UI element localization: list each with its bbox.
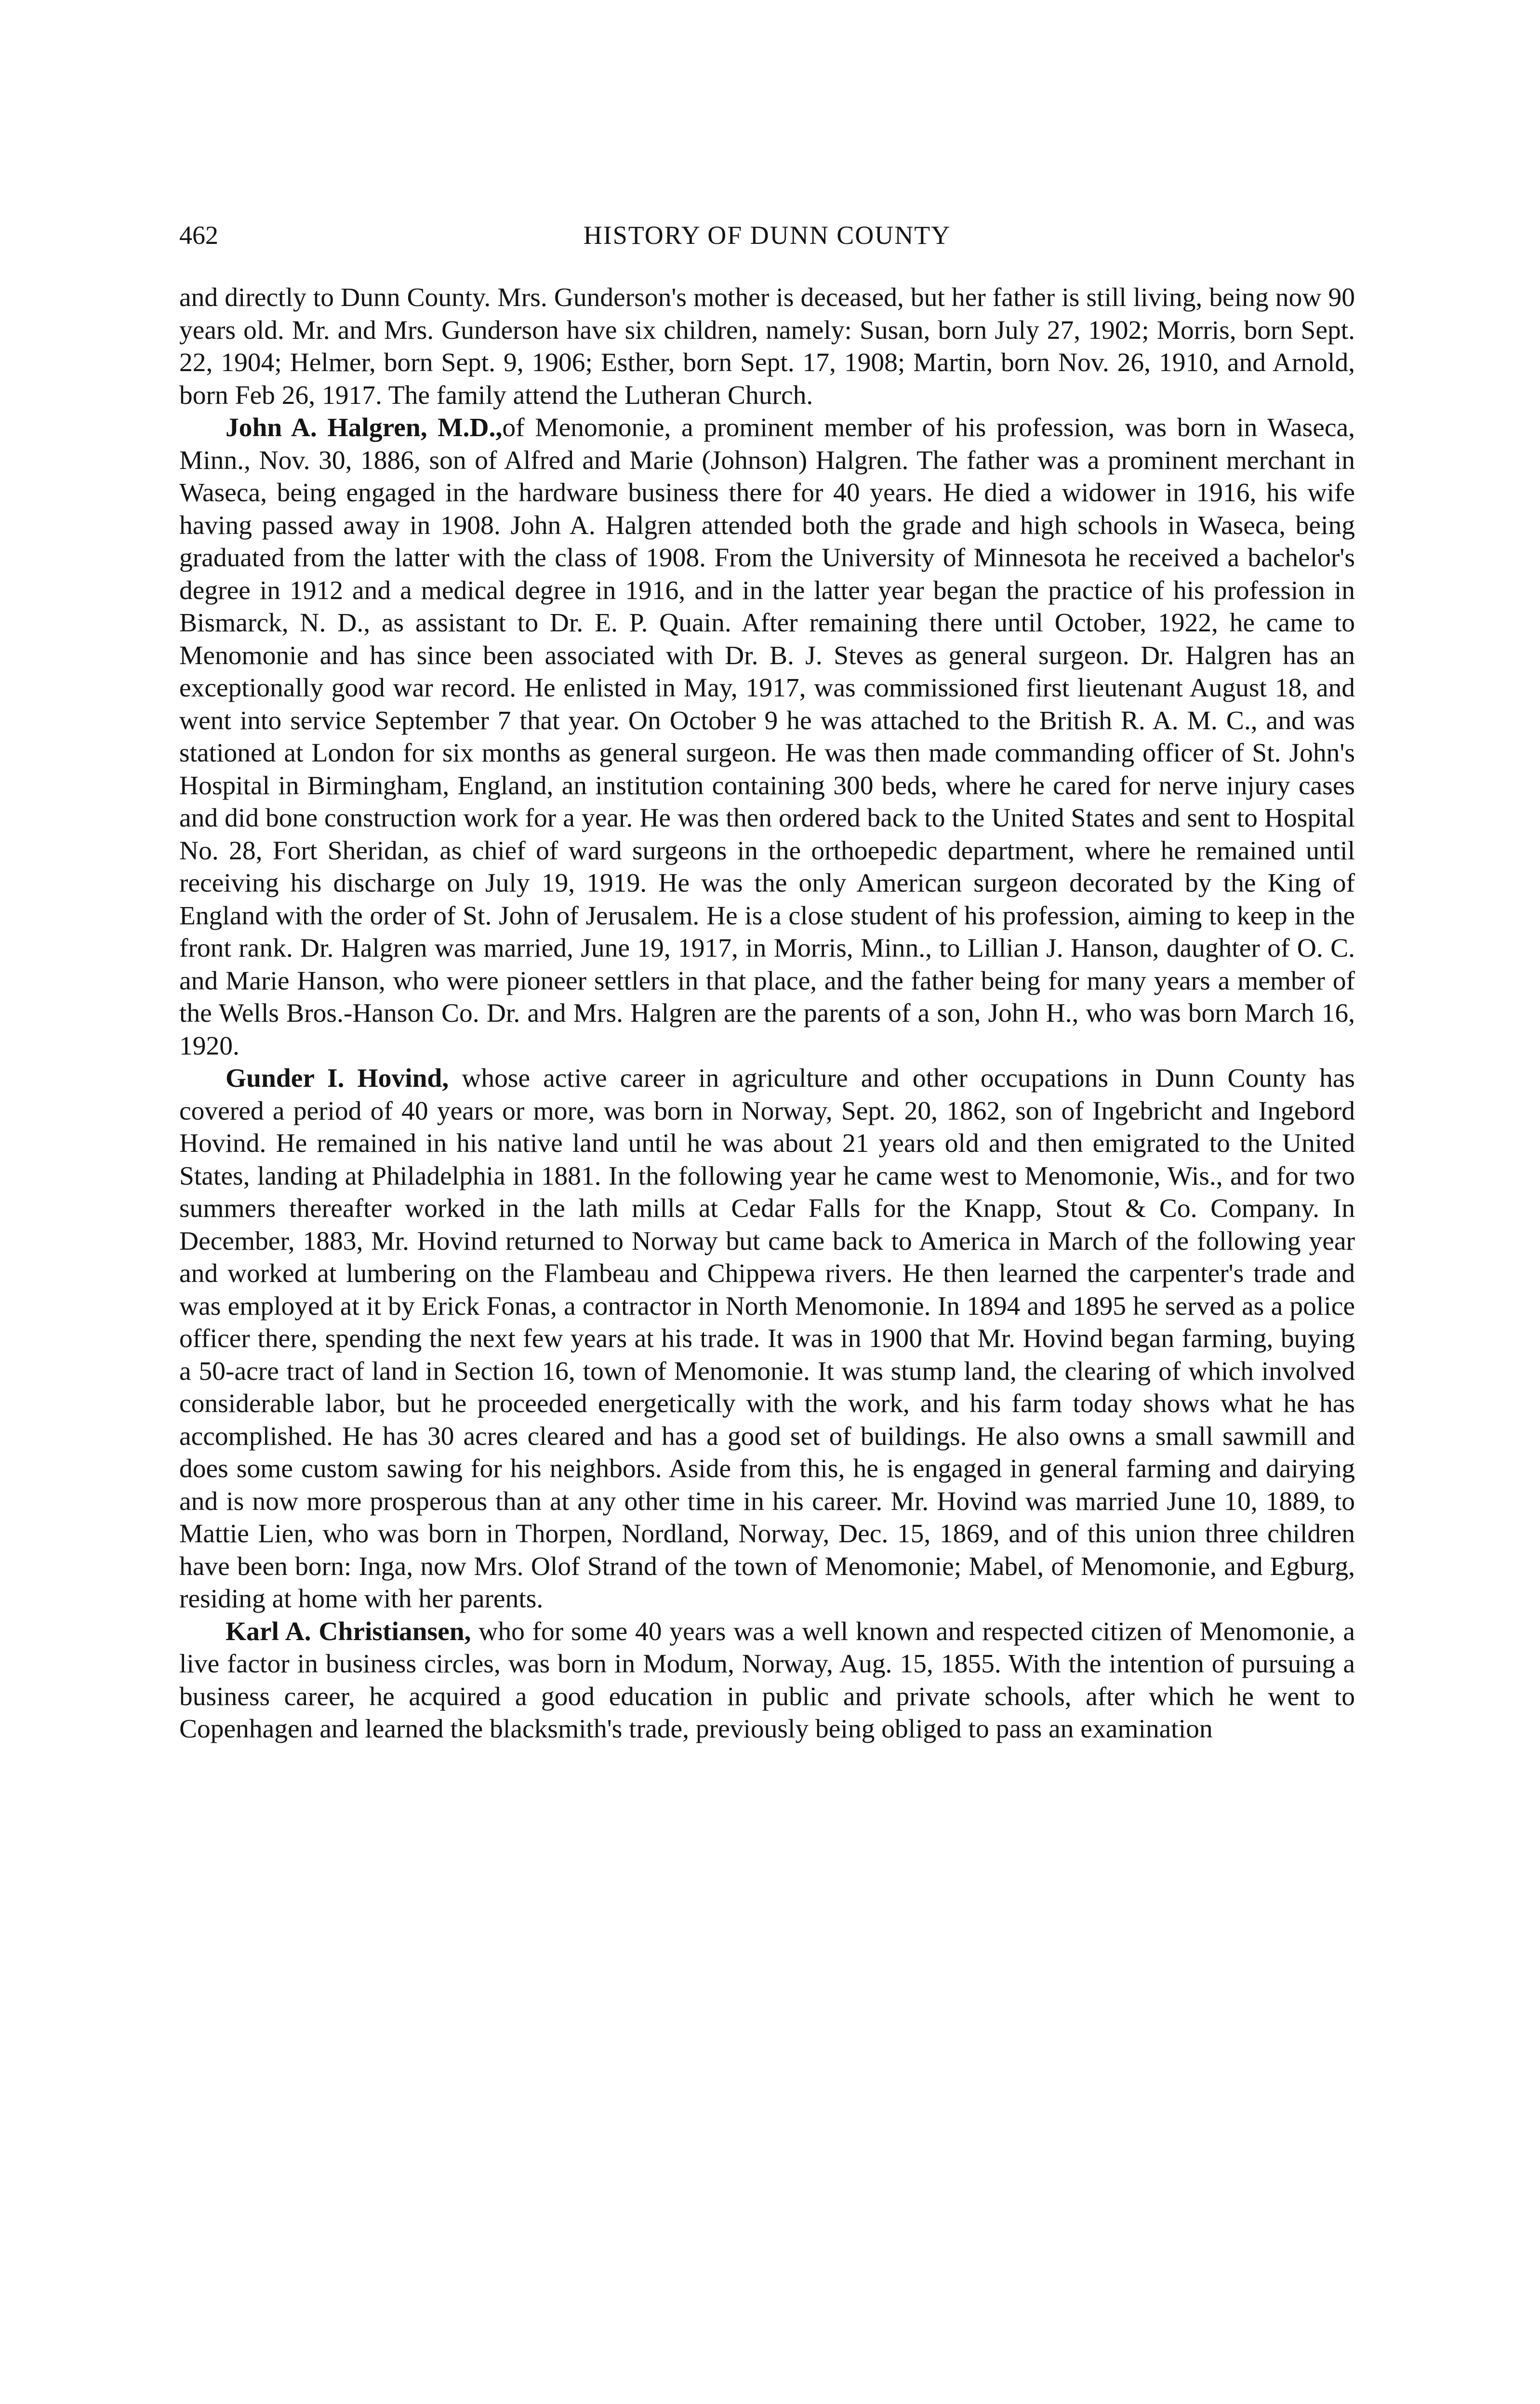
paragraph-gunderson-continuation bbox=[179, 281, 1355, 412]
paragraph-text: who for some 40 years was a well known and respected citizen of Menomonie, a live factor in business circles, was born in Modum, Norway, Aug. 15, 1855. With the intention of pursuing a business career, he acquired a good education in public and private schools, after which he went to Copenhagen and learned the blacksmith's trade, previously being obliged to pass an examination bbox=[179, 1616, 1355, 1744]
paragraph-halgren bbox=[179, 412, 1355, 1062]
paragraph-text: whose active career in agriculture and other occupations in Dunn County has covered a period of 40 years or more, was born in Norway, Sept. 20, 1862, son of Ingebricht and Ingebord Hovind. He remained in his native land until he was about 21 years old and then emigrated to the United States, landing at Philadelphia in 1881. In the following year he came west to Menomonie, Wis., and for two summers thereafter worked in the lath mills at Cedar Falls for the Knapp, Stout & Co. Company. In December, 1883, Mr. Hovind returned to Norway but came back to America in March of the following year and worked at lumbering on the Flambeau and Chippewa rivers. He then learned the carpenter's trade and was employed at it by Erick Fonas, a contractor in North Menomonie. In 1894 and 1895 he served as a police officer there, spending the next few years at his trade. It was in 1900 that Mr. Hovind began farming, buying a 50-acre tract of land in Section 16, town of Menomonie. It was stump land, the clearing of which involved considerable labor, but he proceeded energetically with the work, and his farm today shows what he has accomplished. He has 30 acres cleared and has a good set of buildings. He also owns a small sawmill and does some custom sawing for his neighbors. Aside from this, he is engaged in general farming and dairying and is now more prosperous than at any other time in his career. Mr. Hovind was married June 10, 1889, to Mattie Lien, who was born in Thorpen, Nordland, Norway, Dec. 15, 1869, and of this union three children have been born: Inga, now Mrs. Olof Strand of the town of Menomonie; Mabel, of Menomonie, and Egburg, residing at home with her parents. bbox=[179, 1064, 1355, 1614]
page-number: 462 bbox=[179, 221, 218, 250]
paragraph-hovind bbox=[179, 1062, 1355, 1616]
running-head bbox=[179, 218, 1355, 253]
paragraph-text: of Menomonie, a prominent member of his profession, was born in Waseca, Minn., Nov. 30, 1886, son of Alfred and Marie (Johnson) Halgren. The father was a prominent merchant in Waseca, being engaged in the hardware business there for 40 years. He died a widower in 1916, his wife having passed away in 1908. John A. Halgren attended both the grade and high schools in Waseca, being graduated from the latter with the class of 1908. From the University of Minnesota he received a bachelor's degree in 1912 and a medical degree in 1916, and in the latter year began the practice of his profession in Bismarck, N. D., as assistant to Dr. E. P. Quain. After remaining there until October, 1922, he came to Menomonie and has since been associated with Dr. B. J. Steves as general surgeon. Dr. Halgren has an exceptionally good war record. He enlisted in May, 1917, was commissioned first lieutenant August 18, and went into service September 7 that year. On October 9 he was attached to the British R. A. M. C., and was stationed at London for six months as general surgeon. He was then made commanding officer of St. John's Hospital in Birmingham, England, an institution containing 300 beds, where he cared for nerve injury cases and did bone construction work for a year. He was then ordered back to the United States and sent to Hospital No. 28, Fort Sheridan, as chief of ward surgeons in the orthoepedic department, where he remained until receiving his discharge on July 19, 1919. He was the only American surgeon decorated by the King of England with the order of St. John of Jerusalem. He is a close student of his profession, aiming to keep in the front rank. Dr. Halgren was married, June 19, 1917, in Morris, Minn., to Lillian J. Hanson, daughter of O. C. and Marie Hanson, who were pioneer settlers in that place, and the father being for many years a member of the Wells Bros.-Hanson Co. Dr. and Mrs. Halgren are the parents of a son, John H., who was born March 16, 1920. bbox=[179, 413, 1355, 1061]
paragraph-christiansen bbox=[179, 1616, 1355, 1746]
person-name-halgren: John A. Halgren, M.D., bbox=[226, 413, 503, 442]
book-page bbox=[179, 218, 1355, 1746]
paragraph-text: and directly to Dunn County. Mrs. Gunderson's mother is deceased, but her father is still living, being now 90 years old. Mr. and Mrs. Gunderson have six children, namely: Susan, born July 27, 1902; Morris, born Sept. 22, 1904; Helmer, born Sept. 9, 1906; Esther, born Sept. 17, 1908; Martin, born Nov. 26, 1910, and Arnold, born Feb 26, 1917. The family attend the Lutheran Church. bbox=[179, 283, 1355, 410]
running-title: HISTORY OF DUNN COUNTY bbox=[583, 221, 951, 250]
person-name-hovind: Gunder I. Hovind, bbox=[226, 1064, 449, 1093]
body-text bbox=[179, 281, 1355, 1746]
person-name-christiansen: Karl A. Christiansen, bbox=[226, 1616, 471, 1646]
